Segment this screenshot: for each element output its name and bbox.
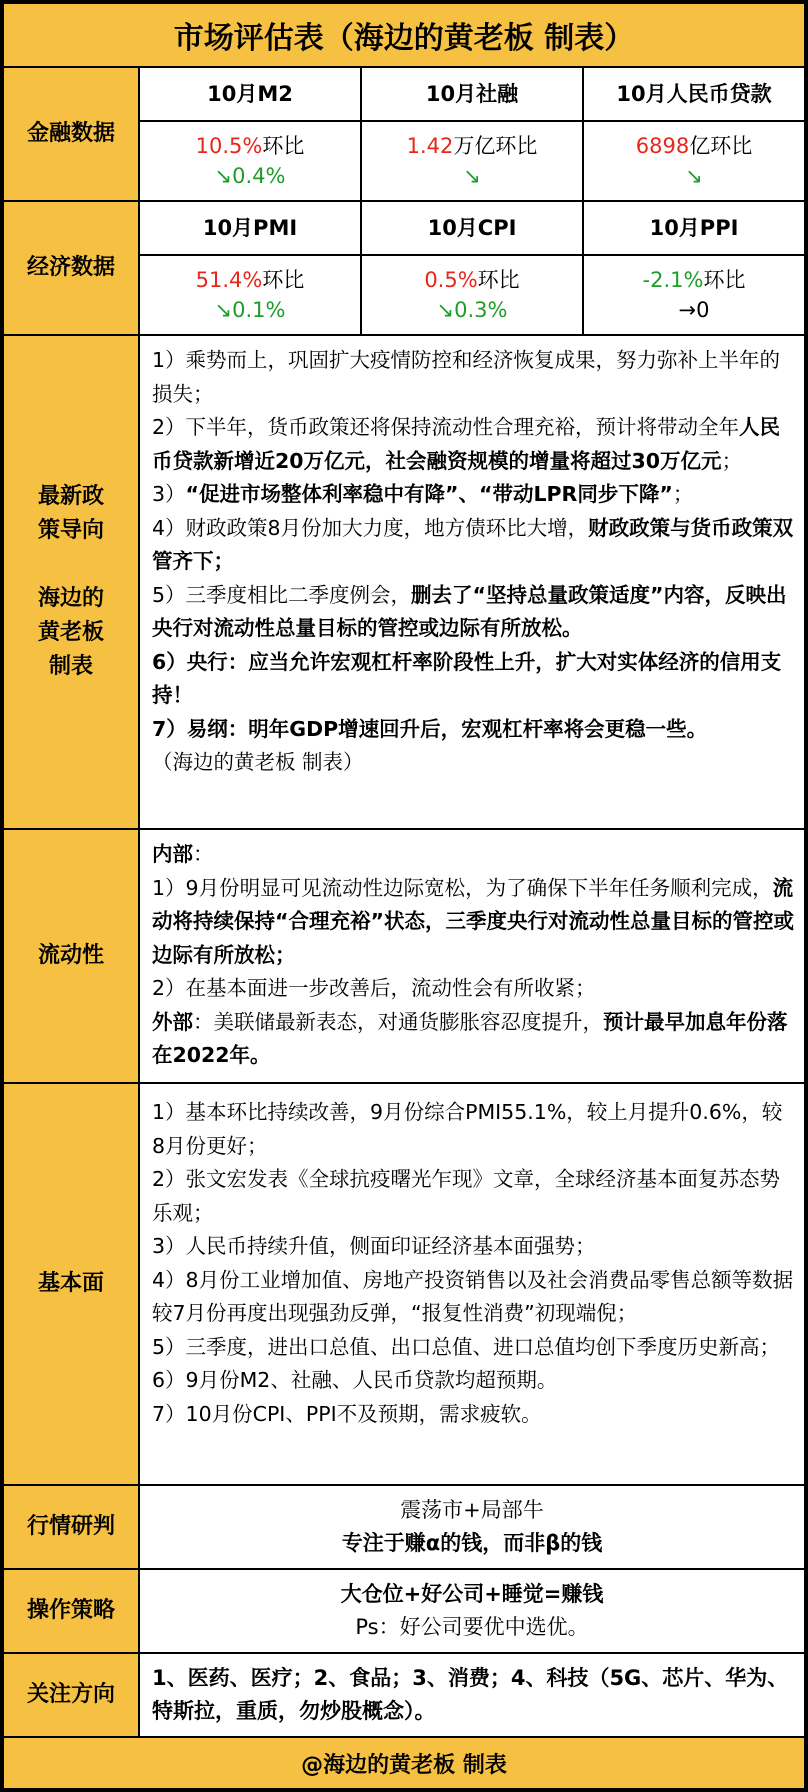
strategy-line (140, 1578, 804, 1611)
finance-value-rmb-loans (584, 122, 804, 200)
bold-text: 删去了“坚持总量政策适度”内容，反映出央行对流动性总量目标的管控或边际有所放松。 (152, 582, 787, 640)
trend-indicator: →0 (678, 298, 710, 322)
policy-item (152, 478, 794, 512)
value-number: 6898 (635, 134, 690, 158)
bold-text: 流动将持续保持“合理充裕”状态，三季度央行对流动性总量目标的管控或边际有所放松； (152, 875, 794, 967)
policy-label-line: 策导向 (37, 518, 104, 543)
economy-value-ppi (584, 256, 804, 334)
text-run: ； (672, 482, 694, 506)
value-suffix: 亿环比 (689, 134, 753, 158)
policy-label-line: 黄老板 (37, 620, 104, 645)
policy-item (152, 579, 794, 646)
policy-label-line: 制表 (48, 654, 93, 679)
trend-indicator: ↘ (463, 164, 481, 188)
market-content (140, 1486, 804, 1568)
bold-text: 外部 (152, 1009, 193, 1034)
bold-text: 6）央行：应当允许宏观杠杆率阶段性上升，扩大对实体经济的信用支持！ (152, 649, 782, 707)
value-number: -2.1% (642, 268, 704, 292)
trend-indicator: ↘0.1% (214, 298, 286, 322)
text-run: 1）9月份明显可见流动性边际宽松，为了确保下半年任务顺利完成， (152, 875, 773, 900)
policy-item (152, 512, 794, 579)
market-label: 行情研判 (4, 1486, 138, 1568)
economy-value-cpi (362, 256, 582, 334)
trend-indicator: ↘0.3% (436, 298, 508, 322)
fundamentals-label: 基本面 (4, 1084, 138, 1484)
policy-item (152, 411, 794, 478)
text-run: 4）财政政策8月份加大力度，地方债环比大增， (152, 515, 589, 540)
value-suffix: 环比 (477, 268, 520, 292)
text-run: 5）三季度相比二季度例会， (152, 582, 412, 607)
economy-header-cpi: 10月CPI (362, 202, 582, 254)
economy-header-pmi: 10月PMI (140, 202, 360, 254)
bold-text: 7）易纲：明年GDP增速回升后，宏观杠杆率将会更稳一些。 (152, 716, 708, 741)
finance-header-m2: 10月M2 (140, 68, 360, 120)
economy-header-ppi: 10月PPI (584, 202, 804, 254)
bold-text: 大仓位+好公司+睡觉=赚钱 (340, 1582, 604, 1606)
policy-item: 1）乘势而上，巩固扩大疫情防控和经济恢复成果，努力弥补上半年的损失； (152, 348, 781, 406)
strategy-line: Ps：好公司要优中选优。 (355, 1615, 589, 1639)
policy-content (140, 336, 804, 828)
footer-credit: @海边的黄老板 制表 (4, 1738, 804, 1788)
economy-grid (140, 202, 804, 334)
liquidity-label: 流动性 (4, 830, 138, 1082)
policy-label-line: 海边的 (37, 586, 104, 611)
bold-text: 专注于赚α的钱，而非β的钱 (341, 1531, 603, 1555)
fundamentals-item: 3）人民币持续升值，侧面印证经济基本面强势； (152, 1234, 596, 1258)
value-suffix: 环比 (262, 134, 305, 158)
trend-indicator: ↘0.4% (214, 164, 286, 188)
bold-text: 财政政策与货币政策双管齐下； (152, 515, 794, 573)
finance-grid (140, 68, 804, 200)
liquidity-item: 2）在基本面进一步改善后，流动性会有所收紧； (152, 976, 596, 1000)
fundamentals-item: 5）三季度，进出口总值、出口总值、进口总值均创下季度历史新高； (152, 1334, 781, 1359)
liquidity-internal-heading (152, 838, 794, 872)
liquidity-item (152, 872, 794, 973)
strategy-label: 操作策略 (4, 1570, 138, 1652)
finance-value-social-financing (362, 122, 582, 200)
value-suffix: 环比 (262, 268, 305, 292)
economy-label: 经济数据 (4, 202, 138, 334)
bold-text: “促进市场整体利率稳中有降”、“带动LPR同步下降” (185, 482, 673, 506)
value-suffix: 万亿环比 (453, 134, 538, 158)
fundamentals-item: 2）张文宏发表《全球抗疫曙光乍现》文章，全球经济基本面复苏态势乐观； (152, 1167, 781, 1225)
table-title: 市场评估表（海边的黄老板 制表） (4, 4, 804, 66)
finance-value-m2 (140, 122, 360, 200)
value-number: 10.5% (195, 134, 263, 158)
bold-text: 预计最早加息年份落在2022年。 (152, 1009, 788, 1067)
policy-credit: （海边的黄老板 制表） (152, 750, 364, 774)
market-line (140, 1527, 804, 1560)
liquidity-external (152, 1006, 794, 1073)
focus-text: 1、医药、医疗；2、食品；3、消费；4、科技（5G、芯片、华为、特斯拉，重质，勿炒股概念）。 (152, 1666, 789, 1723)
text-run: 2）下半年，货币政策还将保持流动性合理充裕，预计将带动全年 (152, 415, 740, 439)
value-number: 0.5% (424, 268, 478, 292)
focus-content (140, 1654, 804, 1736)
text-run: ：美联储最新表态，对通货膨胀容忍度提升， (193, 1009, 603, 1034)
market-line: 震荡市+局部牛 (400, 1498, 544, 1522)
text-run: ； (721, 448, 743, 473)
text-run: ： (193, 842, 214, 866)
text-run: 3） (152, 482, 186, 506)
strategy-content (140, 1570, 804, 1652)
bold-text: 人民币贷款新增近20万亿元，社会融资规模的增量将超过30万亿元 (152, 415, 781, 473)
value-suffix: 环比 (703, 268, 746, 292)
value-number: 1.42 (406, 134, 454, 158)
fundamentals-item: 6）9月份M2、社融、人民币贷款均超预期。 (152, 1368, 558, 1392)
finance-label: 金融数据 (4, 68, 138, 200)
economy-value-pmi (140, 256, 360, 334)
policy-label-line: 最新政 (37, 484, 104, 509)
fundamentals-item: 7）10月份CPI、PPI不及预期，需求疲软。 (152, 1401, 542, 1426)
liquidity-content (140, 830, 804, 1082)
focus-label: 关注方向 (4, 1654, 138, 1736)
policy-item (152, 713, 794, 747)
fundamentals-content (140, 1084, 804, 1484)
value-number: 51.4% (195, 268, 263, 292)
fundamentals-item: 4）8月份工业增加值、房地产投资销售以及社会消费品零售总额等数据较7月份再度出现强劲反弹，“报复性消费”初现端倪； (152, 1267, 794, 1325)
trend-indicator: ↘ (685, 164, 703, 188)
finance-header-social-financing: 10月社融 (362, 68, 582, 120)
fundamentals-item: 1）基本环比持续改善，9月份综合PMI55.1%，较上月提升0.6%，较8月份更好； (152, 1100, 783, 1158)
policy-label (4, 336, 138, 828)
bold-text: 内部 (152, 842, 193, 866)
finance-header-rmb-loans: 10月人民币贷款 (584, 68, 804, 120)
policy-item (152, 646, 794, 713)
